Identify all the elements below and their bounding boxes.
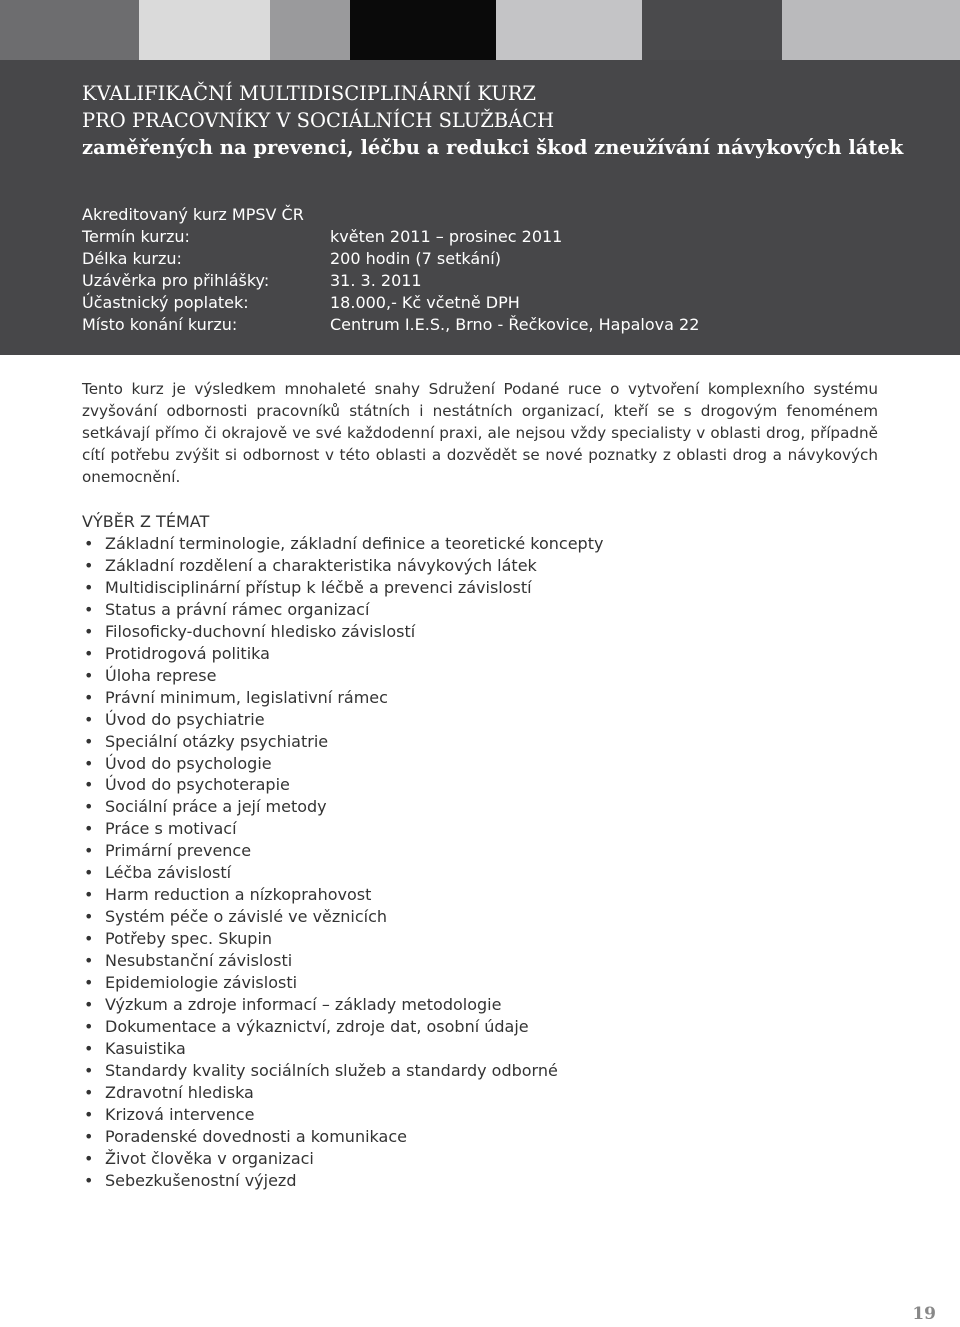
topic-item [82,731,603,753]
topic-text: Práce s motivací [105,819,237,839]
info-row-length [82,248,501,270]
bullet-icon: • [84,534,94,553]
info-row-venue [82,314,700,336]
topic-item [82,709,603,731]
topic-item [82,972,603,994]
topic-item [82,950,603,972]
topic-text: Právní minimum, legislativní rámec [105,687,388,707]
topic-item [82,599,603,621]
bullet-icon: • [84,995,94,1015]
topic-item [82,906,603,928]
bullet-icon: • [84,797,94,817]
stripe-8 [782,0,960,60]
topic-item [82,555,603,577]
topic-text: Multidisciplinární přístup k léčbě a prevenci závislostí [105,577,532,597]
topic-text: Zdravotní hlediska [105,1082,254,1102]
topic-item [82,862,603,884]
title-line-2: PRO PRACOVNÍKY V SOCIÁLNÍCH SLUŽBÁCH [82,109,555,132]
topic-text: Standardy kvality sociálních služeb a standardy odborné [105,1060,558,1080]
bullet-icon: • [84,1082,94,1102]
bullet-icon: • [84,951,94,971]
topics-list [82,533,603,1192]
bullet-icon: • [84,555,94,575]
info-value: Centrum I.E.S., Brno - Řečkovice, Hapalova 22 [330,315,700,334]
bullet-icon: • [84,885,94,905]
info-row-deadline [82,270,422,292]
info-value: květen 2011 – prosinec 2011 [330,227,563,246]
topic-text: Základní rozdělení a charakteristika návykových látek [105,555,537,575]
stripe-2 [139,0,270,60]
bullet-icon: • [84,731,94,751]
bullet-icon: • [84,1060,94,1080]
stripe-3 [270,0,350,60]
info-label: Místo konání kurzu: [82,315,238,334]
topic-text: Speciální otázky psychiatrie [105,731,329,751]
title-line-1: KVALIFIKAČNÍ MULTIDISCIPLINÁRNÍ KURZ [82,82,536,105]
topic-item [82,796,603,818]
info-label: Termín kurzu: [82,227,190,246]
intro-paragraph: Tento kurz je výsledkem mnohaleté snahy Sdružení Podané ruce o vytvoření komplexního systému zvyšování odbornosti pracovníků státních i nestátních organizací, kteří se s drogovým fenoménem setkávají přímo či okrajově ve své každodenní praxi, ale nejsou vždy specialisty v oblasti drog, případně cítí potřebu zvýšit si odbornost v této oblasti a dozvědět se nové poznatky z oblasti drog a návykových onemocnění. [82,380,878,486]
info-row-fee [82,292,520,314]
info-label: Účastnický poplatek: [82,293,249,312]
topic-text: Život člověka v organizaci [105,1148,314,1168]
topic-text: Základní terminologie, základní definice a teoretické koncepty [105,534,604,553]
stripe-6 [496,0,642,60]
topic-text: Primární prevence [105,841,252,861]
bullet-icon: • [84,643,94,663]
topic-text: Nesubstanční závislosti [105,951,293,971]
info-label: Délka kurzu: [82,249,182,268]
info-value: 31. 3. 2011 [330,271,422,290]
bullet-icon: • [84,1148,94,1168]
info-row-term [82,226,563,248]
header-banner [0,60,960,355]
topic-text: Protidrogová politika [105,643,270,663]
bullet-icon: • [84,973,94,993]
bullet-icon: • [84,819,94,839]
topic-item [82,1060,603,1082]
accreditation: Akreditovaný kurz MPSV ČR [82,205,304,224]
decorative-stripes [0,0,960,60]
topic-item [82,1104,603,1126]
stripe-7 [642,0,782,60]
bullet-icon: • [84,929,94,949]
topic-item [82,753,603,775]
info-value: 18.000,- Kč včetně DPH [330,293,520,312]
topic-text: Sociální práce a její metody [105,797,327,817]
topic-item [82,1170,603,1192]
topic-text: Status a právní rámec organizací [105,599,370,619]
topic-item [82,818,603,840]
topic-text: Léčba závislostí [105,863,232,883]
topic-text: Výzkum a zdroje informací – základy metodologie [105,995,502,1015]
topic-text: Dokumentace a výkaznictví, zdroje dat, osobní údaje [105,1016,529,1036]
bullet-icon: • [84,577,94,597]
course-info [82,204,700,336]
bullet-icon: • [84,687,94,707]
bullet-icon: • [84,665,94,685]
stripe-4 [350,0,496,60]
bullet-icon: • [84,1038,94,1058]
topic-text: Kasuistika [105,1038,186,1058]
bullet-icon: • [84,621,94,641]
topic-item [82,884,603,906]
topic-item [82,994,603,1016]
topic-item [82,533,603,555]
topic-item [82,1126,603,1148]
bullet-icon: • [84,863,94,883]
topic-item [82,774,603,796]
topic-text: Potřeby spec. Skupin [105,929,273,949]
bullet-icon: • [84,709,94,729]
topic-item [82,928,603,950]
topic-item [82,643,603,665]
bullet-icon: • [84,775,94,795]
bullet-icon: • [84,1104,94,1124]
topic-text: Úloha represe [105,665,217,685]
topic-text: Sebezkušenostní výjezd [105,1170,297,1190]
bullet-icon: • [84,1016,94,1036]
topic-text: Filosoficky-duchovní hledisko závislostí [105,621,416,641]
topic-item [82,1082,603,1104]
bullet-icon: • [84,599,94,619]
bullet-icon: • [84,753,94,773]
topic-item [82,621,603,643]
topic-text: Úvod do psychiatrie [105,709,265,729]
topic-text: Krizová intervence [105,1104,255,1124]
topic-item [82,1016,603,1038]
topic-text: Systém péče o závislé ve věznicích [105,907,388,927]
topic-text: Epidemiologie závislosti [105,973,298,993]
topic-item [82,577,603,599]
bullet-icon: • [84,841,94,861]
info-value: 200 hodin (7 setkání) [330,249,501,268]
topic-item [82,840,603,862]
topics-heading: VÝBĚR Z TÉMAT [82,512,210,531]
bullet-icon: • [84,907,94,927]
topic-text: Úvod do psychoterapie [105,775,290,795]
info-label: Uzávěrka pro přihlášky: [82,271,270,290]
topic-text: Úvod do psychologie [105,753,272,773]
topic-item [82,665,603,687]
topic-text: Harm reduction a nízkoprahovost [105,885,372,905]
stripe-1 [0,0,139,60]
course-title [82,80,903,161]
topic-item [82,1148,603,1170]
topic-item [82,1038,603,1060]
topic-item [82,687,603,709]
topic-text: Poradenské dovednosti a komunikace [105,1126,407,1146]
page-number: 19 [912,1304,936,1324]
bullet-icon: • [84,1170,94,1190]
bullet-icon: • [84,1126,94,1146]
title-line-3: zaměřených na prevenci, léčbu a redukci škod zneužívání návykových látek [82,136,904,159]
